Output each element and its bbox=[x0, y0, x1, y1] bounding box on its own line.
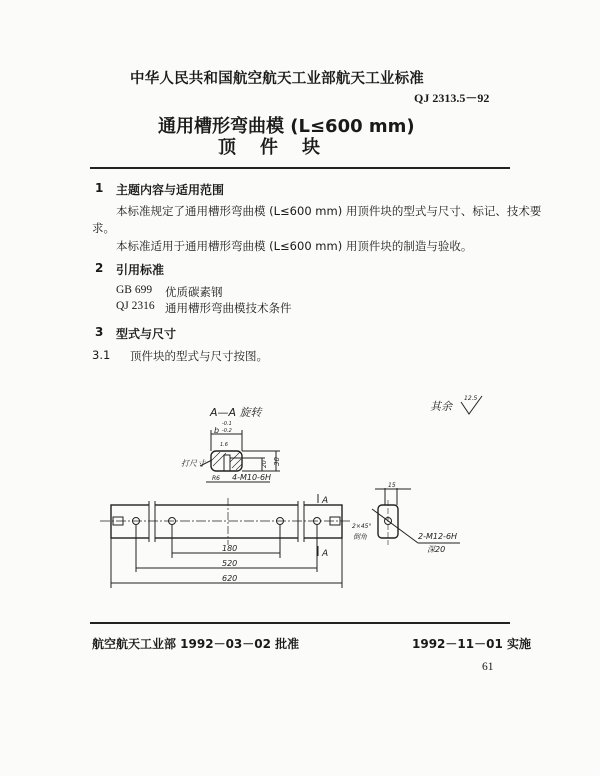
reference-code: QJ 2316 bbox=[116, 300, 155, 312]
section-1-paragraph: 本标准规定了通用槽形弯曲模 (L≤600 mm) 用顶件块的型式与尺寸、标记、技术要 bbox=[116, 204, 542, 218]
clause-3-1-number: 3.1 bbox=[92, 348, 111, 362]
clause-3-1-text: 顶件块的型式与尺寸按图。 bbox=[130, 349, 268, 363]
mark-label: 打尺寸 bbox=[181, 459, 205, 468]
width-tol-lower: -0.2 bbox=[222, 428, 232, 434]
dim-520: 520 bbox=[222, 559, 238, 568]
reference-title: 通用槽形弯曲模技术条件 bbox=[165, 301, 292, 315]
radius-label: R6 bbox=[212, 475, 220, 482]
section-1-paragraph: 本标准适用于通用槽形弯曲模 (L≤600 mm) 用顶件块的制造与验收。 bbox=[116, 239, 473, 253]
end-depth-label: 深20 bbox=[427, 545, 446, 554]
section-mark-bottom: A bbox=[322, 549, 329, 559]
section-profile bbox=[211, 451, 242, 471]
chamfer-label: 2×45° bbox=[352, 523, 372, 530]
section-2-number: 2 bbox=[95, 261, 104, 275]
roughness-small: 1.6 bbox=[220, 442, 228, 448]
page-number: 61 bbox=[482, 661, 494, 673]
section-1-paragraph: 求。 bbox=[92, 221, 115, 235]
section-label: A—A 旋转 bbox=[210, 406, 262, 419]
reference-code: GB 699 bbox=[116, 284, 153, 296]
issuing-authority: 中华人民共和国航空航天工业部航天工业标准 bbox=[130, 71, 424, 87]
height-dim: 30 bbox=[273, 457, 281, 466]
roughness-value: 12.5 bbox=[464, 395, 478, 402]
section-3-heading: 型式与尺寸 bbox=[116, 327, 177, 341]
document-title: 通用槽形弯曲模 (L≤600 mm) bbox=[158, 116, 415, 137]
width-dim: b bbox=[214, 426, 220, 435]
section-mark-top: A bbox=[322, 496, 329, 506]
effective-date: 1992－11－01 实施 bbox=[412, 637, 531, 651]
reference-title: 优质碳素钢 bbox=[165, 285, 223, 299]
dim-180: 180 bbox=[222, 544, 238, 553]
footer-divider bbox=[90, 622, 510, 624]
hole-depth-dim: 20 bbox=[261, 460, 268, 468]
thread-holes-label: 4-M10-6H bbox=[232, 473, 272, 482]
section-1-number: 1 bbox=[95, 181, 104, 195]
end-thread-label: 2-M12-6H bbox=[418, 532, 458, 541]
roughness-note: 其余 bbox=[430, 400, 452, 413]
section-1-heading: 主题内容与适用范围 bbox=[116, 183, 225, 197]
end-width-dim: 15 bbox=[388, 482, 396, 489]
block-body bbox=[111, 505, 342, 538]
standard-code: QJ 2313.5－92 bbox=[414, 91, 490, 105]
approval-line: 航空航天工业部 1992－03－02 批准 bbox=[92, 637, 300, 651]
section-2-heading: 引用标准 bbox=[116, 263, 165, 277]
chamfer-note: 倒角 bbox=[353, 533, 367, 541]
section-3-number: 3 bbox=[95, 325, 104, 339]
dim-620: 620 bbox=[222, 574, 238, 583]
document-subtitle: 顶件块 bbox=[218, 137, 344, 158]
width-tol-upper: -0.1 bbox=[222, 421, 232, 427]
